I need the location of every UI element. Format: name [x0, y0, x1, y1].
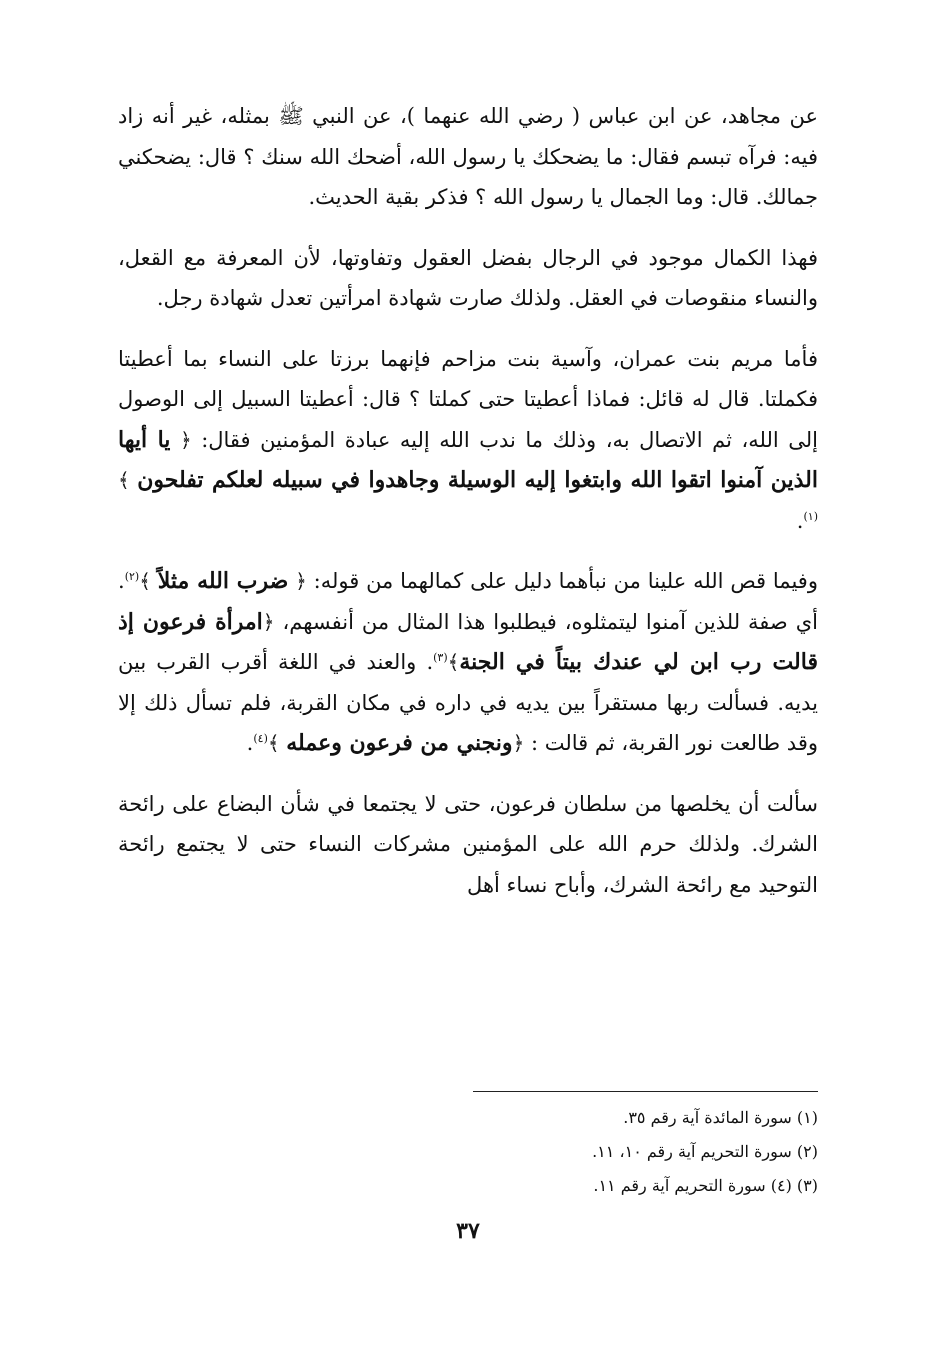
quran-bracket-close: ﴾: [447, 650, 460, 674]
quran-verse: ونجني من فرعون وعمله: [286, 730, 513, 756]
quran-bracket-open: ﴿: [512, 731, 525, 755]
paragraph-text: فأما مريم بنت عمران، وآسية بنت مزاحم فإنهما برزتا على النساء بما أعطيتا فكملتا. قال له قائل: فماذا أعطيتا حتى كملتا ؟ قال: أعطيتا السبيل إلى الوصول إلى الله، ثم الاتصال به، وذلك ما ندب الله إليه عبادة المؤمنين فقال:: [118, 346, 818, 452]
quran-bracket-close: ﴾: [139, 569, 151, 593]
quran-verse: يا أيها الذين آمنوا اتقوا الله وابتغوا إليه الوسيلة وجاهدوا في سبيله لعلكم تفلحون: [118, 426, 818, 493]
quran-verse: امرأة فرعون إذ قالت رب ابن لي عندك بيتاً في الجنة: [118, 608, 818, 675]
paragraph-shirk: سألت أن يخلصها من سلطان فرعون، حتى لا يجتمعا في شأن البضاع على رائحة الشرك. ولذلك حرم الله على المؤمنين مشركات النساء حتى لا يجتمع رائحة التوحيد مع رائحة الشرك، وأباح نساء أهل: [118, 791, 818, 897]
footnote-3-4: (٣) (٤) سورة التحريم آية رقم ١١.: [593, 1176, 818, 1195]
footnote-1: (١) سورة المائدة آية رقم ٣٥.: [623, 1108, 818, 1127]
quran-bracket-open: ﴿: [295, 569, 307, 593]
quran-bracket-close: ﴾: [267, 731, 280, 755]
footnote-marker: (١): [803, 509, 818, 523]
footnote-divider: [473, 1091, 818, 1092]
footnote-marker: (٢): [124, 570, 140, 583]
footnote-marker: (٤): [253, 732, 268, 745]
paragraph-text: . والعند في اللغة أقرب القرب بين يديه. فسألت ربها مستقراً بين يديه في داره في مكان القربة، فلم تسأل ذلك إلا وقد طالعت نور القربة، ثم قالت :: [118, 650, 818, 755]
paragraph-perfection-men: فهذا الكمال موجود في الرجال بفضل العقول وتفاوتها، لأن المعرفة مع القعل، والنساء منقوصات في العقل. ولذلك صارت شهادة امرأتين تعدل شهادة رجل.: [118, 245, 818, 310]
quran-verse: ضرب الله مثلاً: [157, 568, 289, 594]
footnote-marker: (٣): [433, 651, 448, 664]
book-page: [118, 96, 818, 1286]
paragraph-text: . أي صفة للذين آمنوا ليتمثلوه، فيطلبوا هذا المثال من أنفسهم،: [118, 569, 818, 634]
page-number: ٣٧: [456, 1218, 480, 1244]
footnote-2: (٢) سورة التحريم آية رقم ١٠، ١١.: [592, 1142, 818, 1161]
quran-bracket-open: ﴿: [262, 609, 275, 634]
quran-bracket-open: ﴿: [179, 427, 192, 452]
paragraph-text: .: [796, 508, 804, 533]
paragraph-text: وفيما قص الله علينا من نبأهما دليل على كمالهما من قوله:: [313, 569, 818, 593]
footnotes: [118, 1101, 818, 1203]
paragraph-maryam-asiya: [118, 339, 818, 542]
quran-bracket-close: ﴾: [118, 468, 130, 492]
paragraph-pharaoh-wife: [118, 561, 818, 764]
paragraph-hadith: عن مجاهد، عن ابن عباس ( رضي الله عنهما )، عن النبي ﷺ بمثله، غير أنه زاد فيه: فرآه تبسم فقال: ما يضحكك يا رسول الله، أضحك الله سنك ؟ قال: يضحكني جمالك. قال: وما الجمال يا رسول الله ؟ فذكر بقية الحديث.: [118, 104, 818, 209]
paragraph-text: .: [246, 731, 254, 755]
